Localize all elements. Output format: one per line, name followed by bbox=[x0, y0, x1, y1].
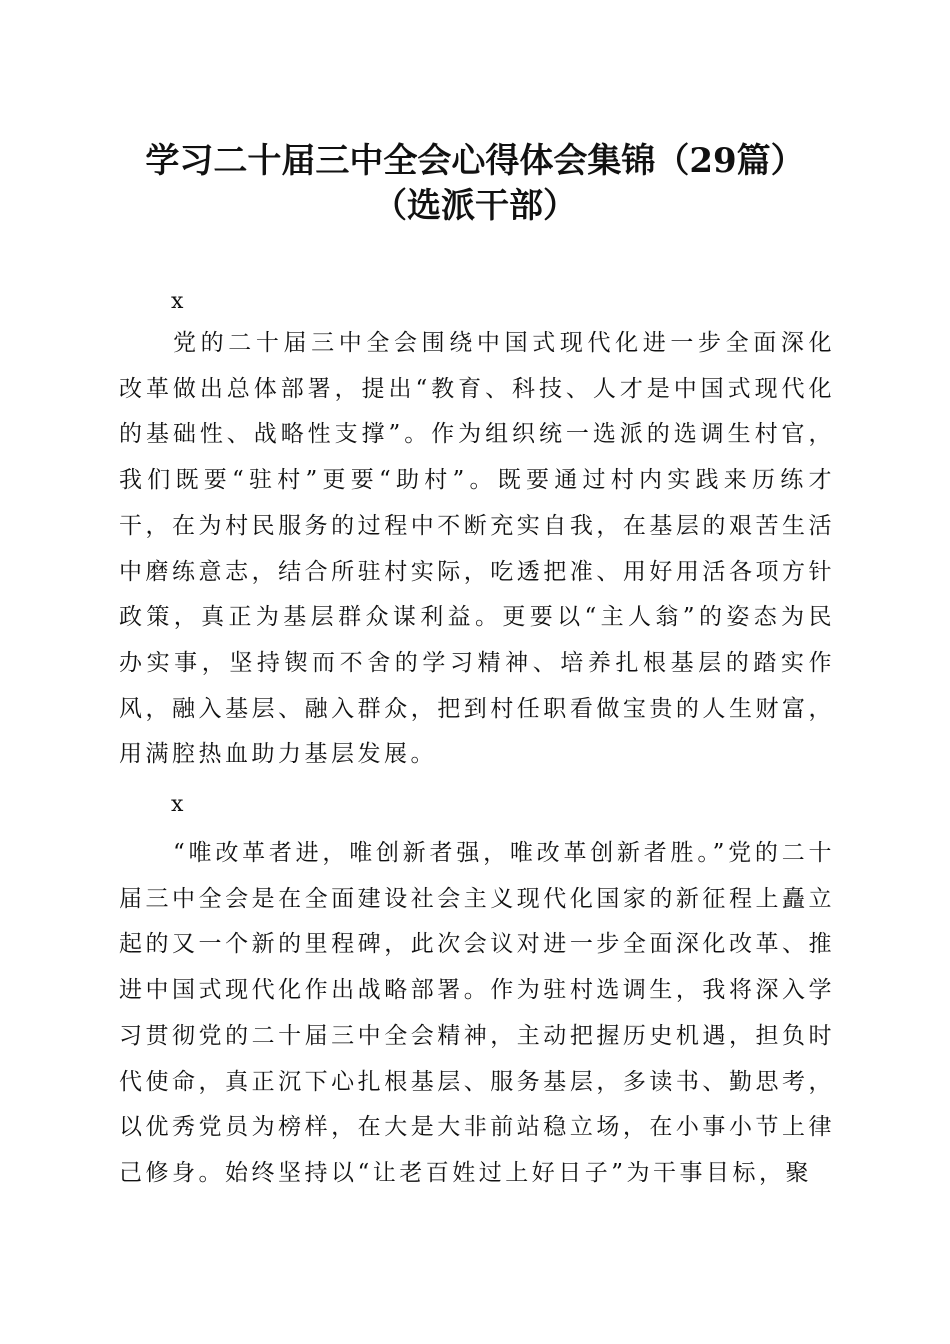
document-title: 学习二十届三中全会心得体会集锦（29篇） bbox=[145, 141, 805, 181]
section-marker: x bbox=[171, 792, 184, 818]
section-marker: x bbox=[171, 289, 184, 314]
section-paragraph: “唯改革者进，唯创新者强，唯改革创新者胜。”党的二十届三中全会是在全面建设社会主义现代化国家的新征程上矗立起的又一个新的里程碑，此次会议对进一步全面深化改革、推进中国式现代化作出战略部署。作为驻村选调生，我将深入学习贯彻党的二十届三中全会精神，主动把握历史机遇，担负时代使命，真正沉下心扎根基层、服务基层，多读书、勤思考，以优秀党员为榜样，在大是大非前站稳立场，在小事小节上律己修身。始终坚持以“让老百姓过上好日子”为干事目标，聚 bbox=[119, 840, 835, 1186]
document-body bbox=[119, 283, 835, 1197]
section-paragraph: 党的二十届三中全会围绕中国式现代化进一步全面深化改革做出总体部署，提出“教育、科技、人才是中国式现代化的基础性、战略性支撑”。作为组织统一选派的选调生村官，我们既要“驻村”更要“助村”。既要通过村内实践来历练才干，在为村民服务的过程中不断充实自我，在基层的艰苦生活中磨练意志，结合所驻村实际，吃透把准、用好用活各项方针政策，真正为基层群众谋利益。更要以“主人翁”的姿态为民办实事，坚持锲而不舍的学习精神、培养扎根基层的踏实作风，融入基层、融入群众，把到村任职看做宝贵的人生财富，用满腔热血助力基层发展。 bbox=[119, 330, 835, 768]
document-subtitle: （选派干部） bbox=[373, 186, 577, 226]
